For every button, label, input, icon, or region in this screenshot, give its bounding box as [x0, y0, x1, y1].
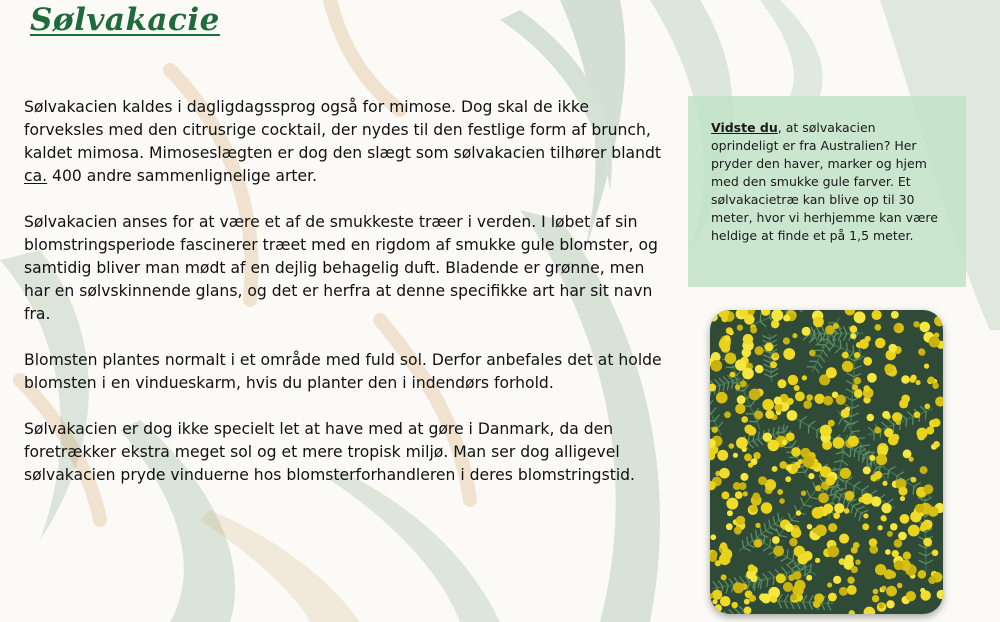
paragraph-intro-text: Sølvakacien kaldes i dagligdagssprog også for mimose. Dog skal de ikke forveksles med den citrusrige cocktail, der nydes til den festlige form af brunch, kaldet mimosa. Mimoseslægten er dog den slægt som sølvakacien tilhører blandt: [24, 98, 661, 162]
paragraph-denmark: Sølvakacien er dog ikke specielt let at have med at gøre i Danmark, da den foretrækker ekstra meget sol og et mere tropisk miljø. Man ser dog alligevel sølvakacien pryde vinduerne hos blomsterforhandleren i deres blomstringstid.: [24, 420, 636, 484]
paragraph-planting: Blomsten plantes normalt i et område med fuld sol. Derfor anbefales det at holde blomsten i en vindueskarm, hvis du planter den i indendørs forhold.: [24, 351, 662, 392]
abbreviation-ca: ca.: [24, 167, 48, 185]
did-you-know-text: , at sølvakacien oprindeligt er fra Australien? Her pryder den haver, marker og hjem med den smukke gule farver. Et sølvakacietræ kan blive op til 30 meter, hvor vi herhjemme kan være heldige at finde et på 1,5 meter.: [711, 120, 938, 243]
paragraph-intro: [24, 96, 664, 188]
mimosa-illustration: [710, 310, 943, 614]
did-you-know-lead: Vidste du: [711, 120, 778, 135]
paragraph-beauty: Sølvakacien anses for at være et af de smukkeste træer i verden. I løbet af sin blomstringsperiode fascinerer træet med en rigdom af smukke gule blomster, og samtidig bliver man mødt af en dejlig behagelig duft. Bladende er grønne, men har en sølvskinnende glans, og det er herfra at denne specifikke art har sit navn fra.: [24, 213, 658, 323]
paragraph-intro-end: 400 andre sammenlignelige arter.: [47, 167, 318, 185]
did-you-know-box: [688, 96, 966, 287]
page-title: Sølvakacie: [30, 2, 220, 38]
mimosa-photo: [710, 310, 943, 614]
main-article: [24, 96, 664, 510]
